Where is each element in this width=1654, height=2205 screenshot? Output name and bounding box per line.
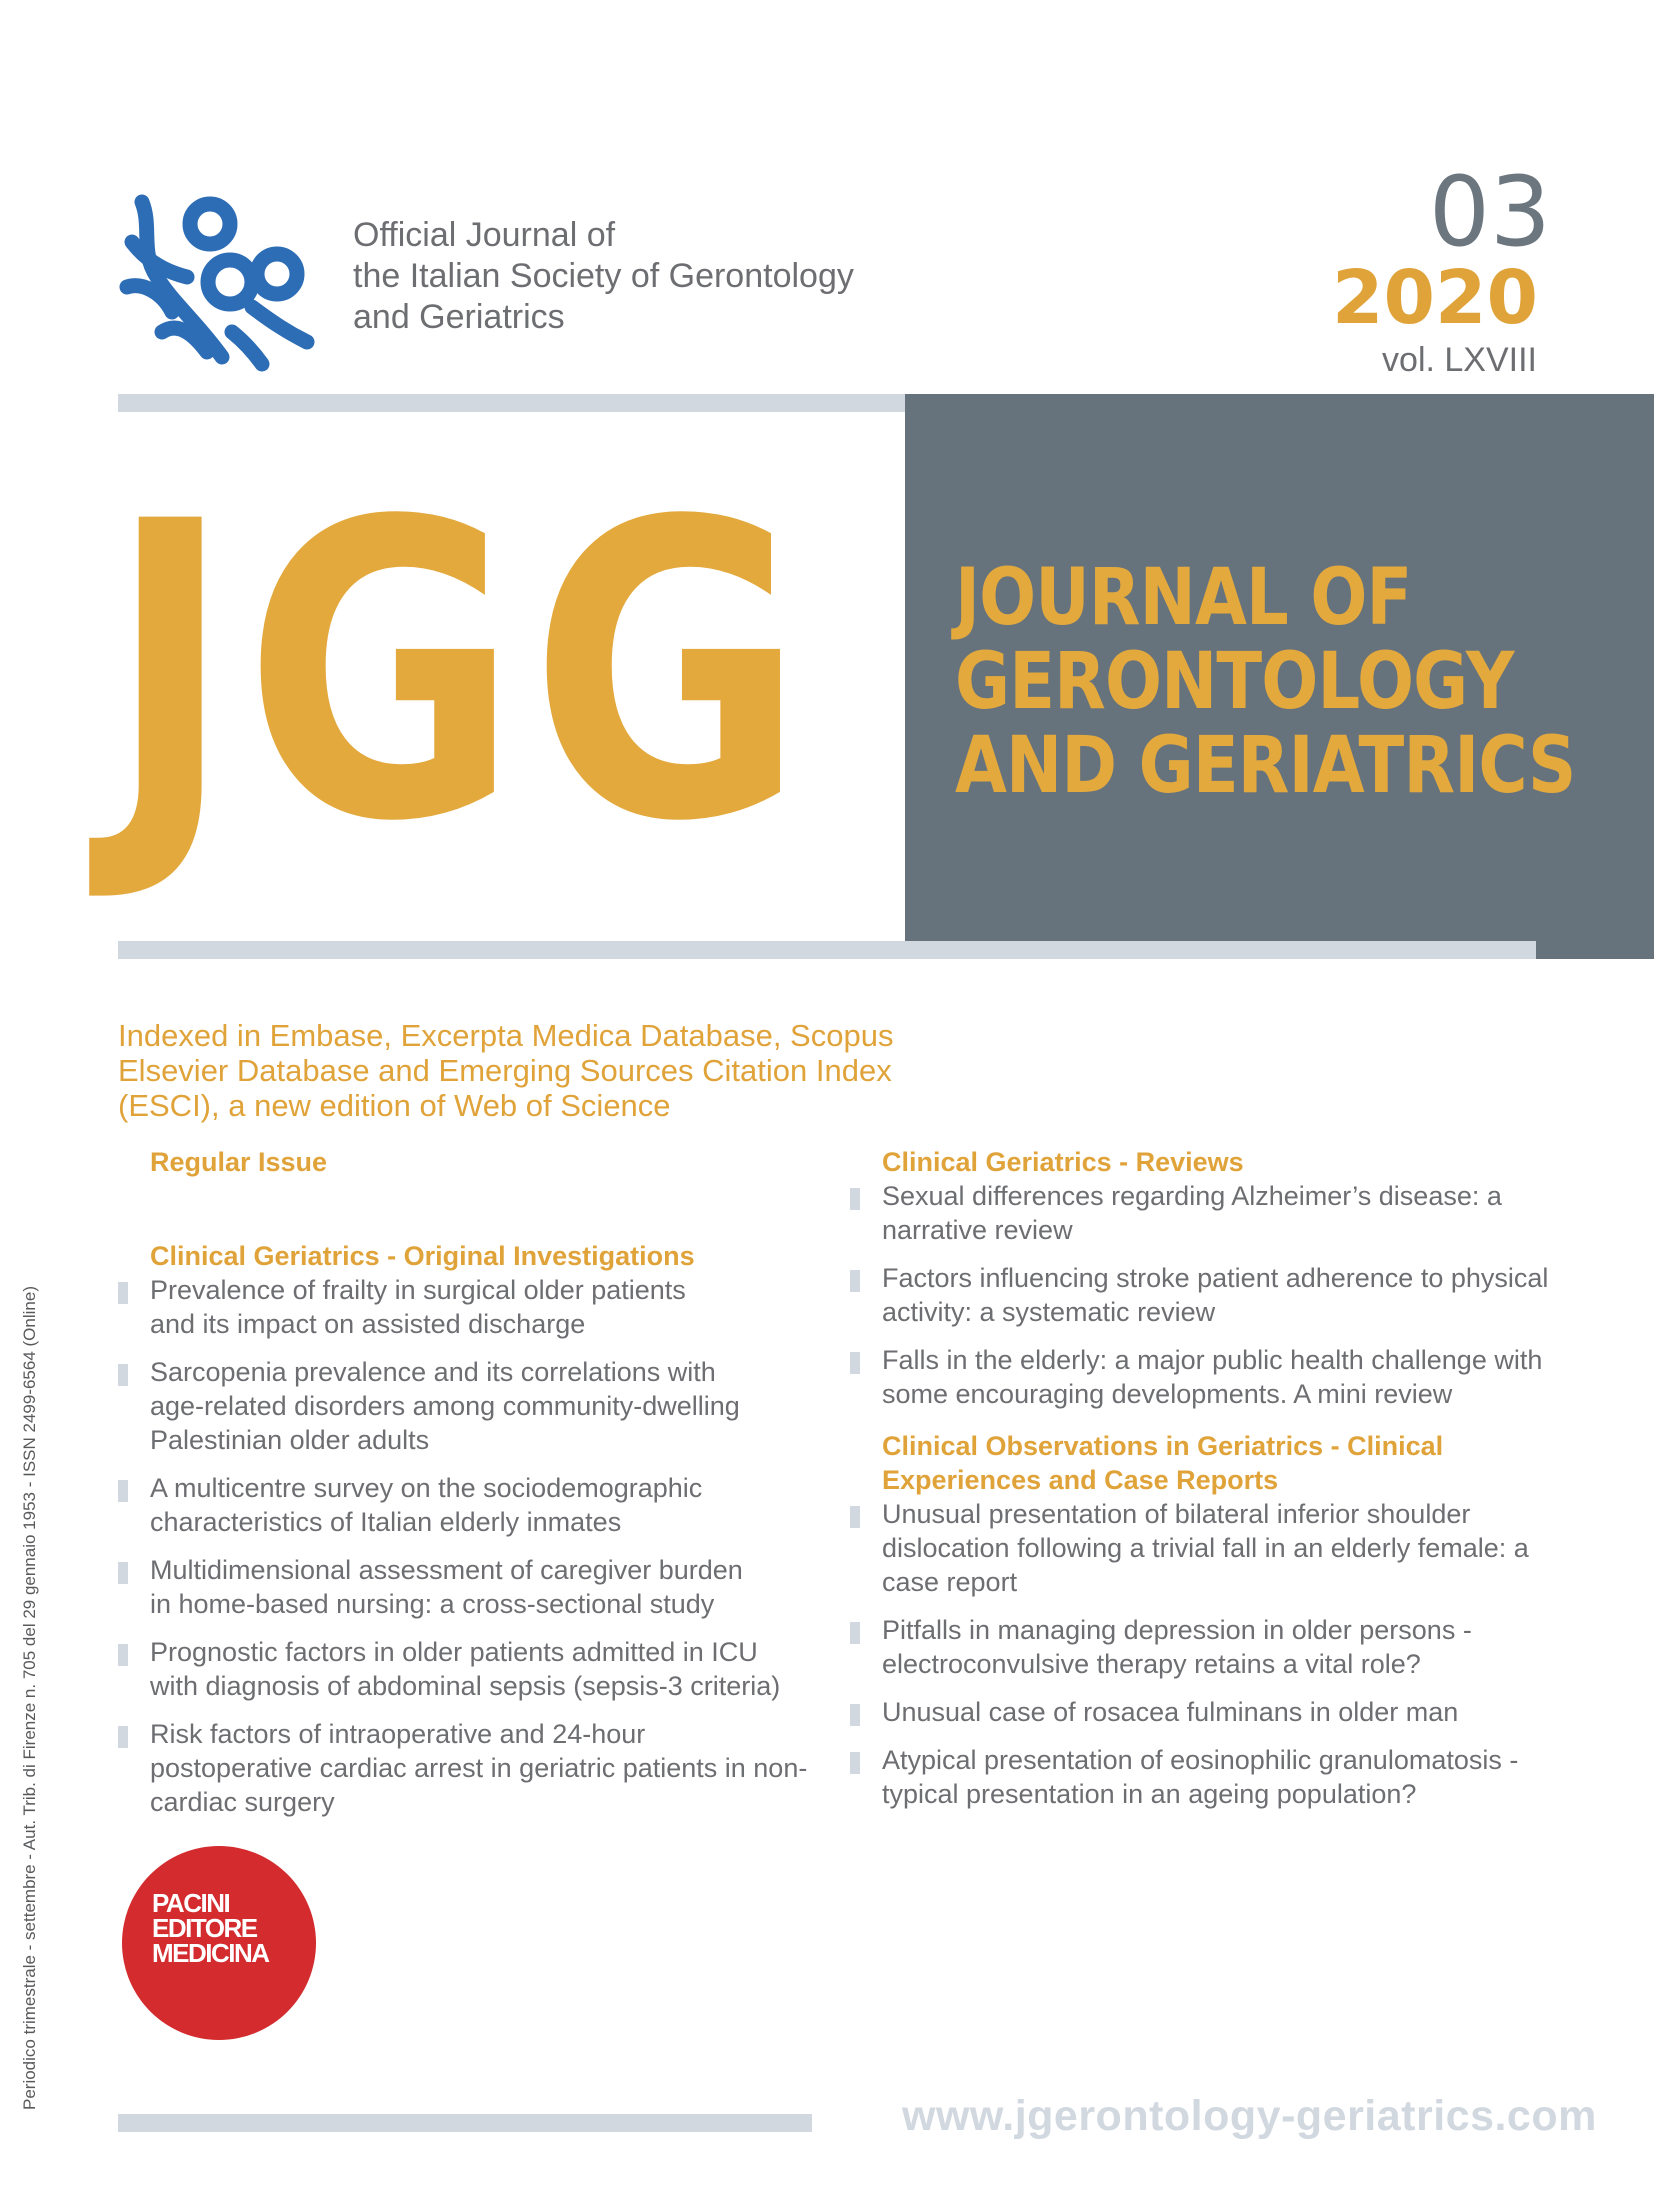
article-item[interactable] <box>850 1695 1550 1729</box>
bullet-marker <box>118 1644 128 1666</box>
issue-year: 2020 <box>1332 255 1538 341</box>
divider-bottom <box>118 2114 812 2132</box>
journal-title-line-3: AND GERIATRICS <box>955 721 1576 811</box>
journal-title-line-1: JOURNAL OF <box>955 553 1412 643</box>
indexing-line-2: Elsevier Database and Emerging Sources Citation Index <box>118 1053 892 1088</box>
indexing-line-1: Indexed in Embase, Excerpta Medica Database, Scopus <box>118 1018 894 1053</box>
article-title-line: Palestinian older adults <box>150 1425 430 1455</box>
society-line-3: and Geriatrics <box>353 298 565 336</box>
article-item[interactable] <box>118 1553 818 1621</box>
article-title-line: cardiac surgery <box>150 1787 335 1817</box>
article-item[interactable] <box>850 1179 1550 1247</box>
bullet-marker <box>118 1364 128 1386</box>
bullet-marker <box>850 1188 860 1210</box>
regular-issue-label: Regular Issue <box>150 1147 328 1177</box>
publisher-logo-text <box>152 1888 269 1968</box>
article-title-line: typical presentation in an ageing population? <box>882 1779 1417 1809</box>
article-title-line: A multicentre survey on the sociodemographic <box>150 1473 703 1503</box>
section-heading: Clinical Geriatrics - Reviews <box>882 1147 1244 1177</box>
imprint-text: Periodico trimestrale - settembre - Aut. Trib. di Firenze n. 705 del 29 gennaio 1953 - ISSN 2499-6564 (Online) <box>20 1286 39 2110</box>
article-title-line: Prognostic factors in older patients admitted in ICU <box>150 1637 758 1667</box>
bullet-marker <box>850 1752 860 1774</box>
issue-volume: vol. LXVIII <box>1382 341 1537 379</box>
article-title-line: Multidimensional assessment of caregiver burden <box>150 1555 743 1585</box>
article-title-line: activity: a systematic review <box>882 1297 1216 1327</box>
contents-left-column <box>118 1145 818 1833</box>
article-item[interactable] <box>850 1261 1550 1329</box>
divider-middle <box>118 941 1536 959</box>
article-title-line: case report <box>882 1567 1018 1597</box>
contents-right-column <box>850 1145 1550 1825</box>
article-title-line: Pitfalls in managing depression in older persons - <box>882 1615 1472 1645</box>
journal-title <box>955 553 1576 811</box>
section-heading: Clinical Observations in Geriatrics - Clinical <box>882 1431 1444 1461</box>
society-line-1: Official Journal of <box>353 216 616 254</box>
bullet-marker <box>850 1352 860 1374</box>
journal-website-link[interactable]: www.jgerontology-geriatrics.com <box>902 2092 1597 2140</box>
section-heading: Clinical Geriatrics - Original Investigations <box>150 1241 695 1271</box>
article-title-line: characteristics of Italian elderly inmates <box>150 1507 622 1537</box>
article-title-line: Factors influencing stroke patient adherence to physical <box>882 1263 1549 1293</box>
article-item[interactable] <box>850 1497 1550 1599</box>
article-item[interactable] <box>118 1635 818 1703</box>
article-title-line: with diagnosis of abdominal sepsis (sepsis-3 criteria) <box>150 1671 781 1701</box>
article-item[interactable] <box>118 1717 818 1819</box>
article-title-line: Unusual case of rosacea fulminans in older man <box>882 1697 1459 1727</box>
article-item[interactable] <box>118 1355 818 1457</box>
bullet-marker <box>118 1562 128 1584</box>
society-line <box>353 215 854 338</box>
bullet-marker <box>118 1726 128 1748</box>
issue-number: 03 <box>1428 156 1551 268</box>
article-item[interactable] <box>850 1613 1550 1681</box>
journal-acronym: JGG <box>108 436 817 911</box>
article-title-line: postoperative cardiac arrest in geriatric patients in non- <box>150 1753 808 1783</box>
article-title-line: Atypical presentation of eosinophilic granulomatosis - <box>882 1745 1519 1775</box>
section-heading: Experiences and Case Reports <box>882 1465 1279 1495</box>
bullet-marker <box>850 1622 860 1644</box>
article-title-line: age-related disorders among community-dwelling <box>150 1391 740 1421</box>
article-title-line: Unusual presentation of bilateral inferior shoulder <box>882 1499 1471 1529</box>
article-item[interactable] <box>850 1743 1550 1811</box>
publisher-logo-line: MEDICINA <box>152 1938 269 1968</box>
bullet-marker <box>850 1506 860 1528</box>
bullet-marker <box>118 1480 128 1502</box>
bullet-marker <box>118 1282 128 1304</box>
article-item[interactable] <box>118 1471 818 1539</box>
article-title-line: electroconvulsive therapy retains a vital role? <box>882 1649 1421 1679</box>
bullet-marker <box>850 1704 860 1726</box>
article-title-line: Falls in the elderly: a major public health challenge with <box>882 1345 1543 1375</box>
article-title-line: some encouraging developments. A mini review <box>882 1379 1453 1409</box>
article-title-line: Risk factors of intraoperative and 24-hour <box>150 1719 646 1749</box>
publisher-logo-line: EDITORE <box>152 1913 257 1943</box>
article-item[interactable] <box>850 1343 1550 1411</box>
article-title-line: in home-based nursing: a cross-sectional study <box>150 1589 715 1619</box>
publisher-logo-line: PACINI <box>152 1888 230 1918</box>
article-title-line: Sarcopenia prevalence and its correlations with <box>150 1357 716 1387</box>
article-title-line: Sexual differences regarding Alzheimer’s disease: a <box>882 1181 1502 1211</box>
journal-title-line-2: GERONTOLOGY <box>955 637 1514 727</box>
article-item[interactable] <box>118 1273 818 1341</box>
society-line-2: the Italian Society of Gerontology <box>353 257 854 295</box>
bullet-marker <box>850 1270 860 1292</box>
article-title-line: Prevalence of frailty in surgical older patients <box>150 1275 686 1305</box>
indexing-line-3: (ESCI), a new edition of Web of Science <box>118 1088 671 1123</box>
indexing-statement <box>118 1018 894 1123</box>
article-title-line: dislocation following a trivial fall in an elderly female: a <box>882 1533 1529 1563</box>
society-logo <box>112 182 320 372</box>
article-title-line: narrative review <box>882 1215 1073 1245</box>
article-title-line: and its impact on assisted discharge <box>150 1309 586 1339</box>
